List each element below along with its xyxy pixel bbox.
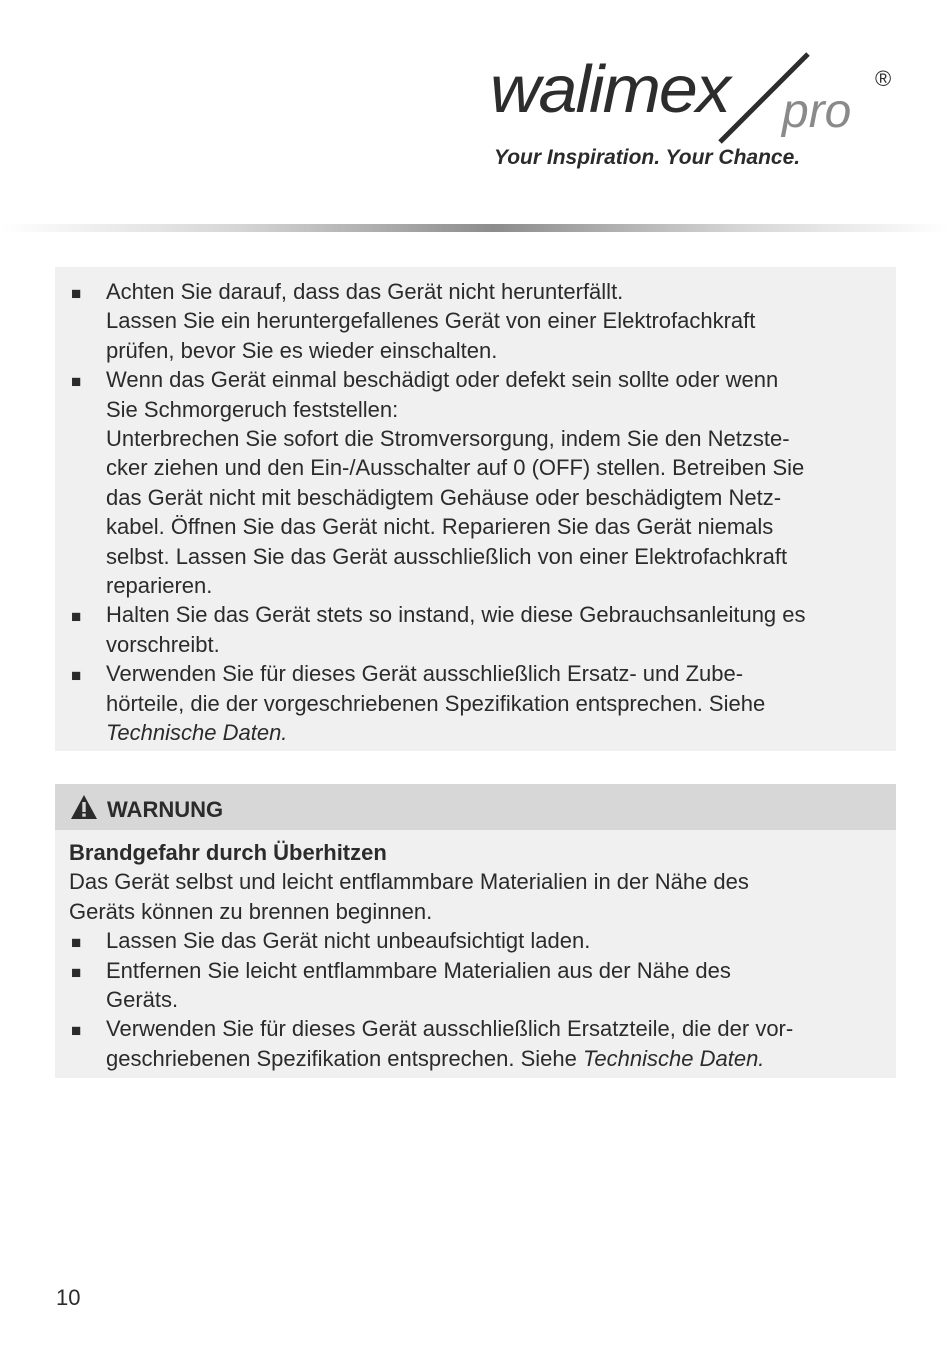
list-item: ■ Achten Sie darauf, dass das Gerät nicht herunterfällt. Lassen Sie ein heruntergefallenes Gerät von einer Elektrofachkraft prüfen, bevor Sie es wieder einschalten.: [71, 279, 756, 363]
warning-title: Brandgefahr durch Überhitzen: [69, 840, 387, 865]
technical-data-reference: Technische Daten.: [583, 1045, 765, 1071]
header-divider: [0, 224, 950, 232]
bullet-icon: ■: [71, 284, 82, 303]
bullet-icon: ■: [71, 933, 82, 953]
list-item: ■ Verwenden Sie für dieses Gerät ausschließlich Ersatz- und Zube- hörteile, die der vorgeschriebenen Spezifikation entsprechen. Siehe Technische Daten.: [71, 661, 766, 746]
warning-list: [69, 926, 882, 1073]
bullet-icon: ■: [71, 1021, 82, 1041]
list-item: ■ Wenn das Gerät einmal beschädigt oder defekt sein sollte oder wenn Sie Schmorgeruch feststellen: Unterbrechen Sie sofort die Stromversorgung, indem Sie den Netzste- cker ziehen und den Ein-/Ausschalter auf 0 (OFF) stellen. Betreiben Sie das Gerät nicht mit beschädigtem Gehäuse oder beschädigtem Netz- kabel. Öffnen Sie das Gerät nicht. Reparieren Sie das Gerät niemals selbst. Lassen Sie das Gerät ausschließlich von einer Elektrofachkraft reparieren.: [71, 367, 805, 599]
safety-box: [55, 267, 896, 751]
list-item: ■ Halten Sie das Gerät stets so instand, wie diese Gebrauchsanleitung es vorschreibt.: [71, 602, 806, 657]
warning-label: WARNUNG: [107, 797, 224, 822]
bullet-icon: ■: [71, 962, 82, 982]
registered-mark: ®: [875, 66, 892, 91]
page-number: 10: [56, 1285, 81, 1310]
safety-list: [69, 277, 882, 748]
tagline: Your Inspiration. Your Chance.: [494, 146, 801, 169]
warning-header: [55, 784, 896, 830]
logo-wordmark: walimex: [490, 51, 729, 127]
list-item: ■ Lassen Sie das Gerät nicht unbeaufsichtigt laden.: [69, 926, 882, 955]
bullet-icon: ■: [71, 607, 82, 627]
warning-triangle-icon: [69, 793, 99, 821]
list-item: ■ Entfernen Sie leicht entflammbare Materialien aus der Nähe des Geräts.: [71, 957, 731, 1013]
bullet-icon: ■: [71, 666, 82, 686]
technical-data-reference: Technische Daten.: [106, 720, 288, 746]
bullet-icon: ■: [71, 372, 82, 392]
list-item: ■ Verwenden Sie für dieses Gerät ausschließlich Ersatzteile, die der vor- geschriebenen Spezifikation entsprechen. Siehe Technische Daten.: [71, 1016, 794, 1071]
logo-pro: pro: [782, 85, 852, 138]
warning-box: [55, 784, 896, 1078]
warning-intro: Das Gerät selbst und leicht entflammbare Materialien in der Nähe des Geräts können zu brennen beginnen.: [69, 869, 749, 924]
